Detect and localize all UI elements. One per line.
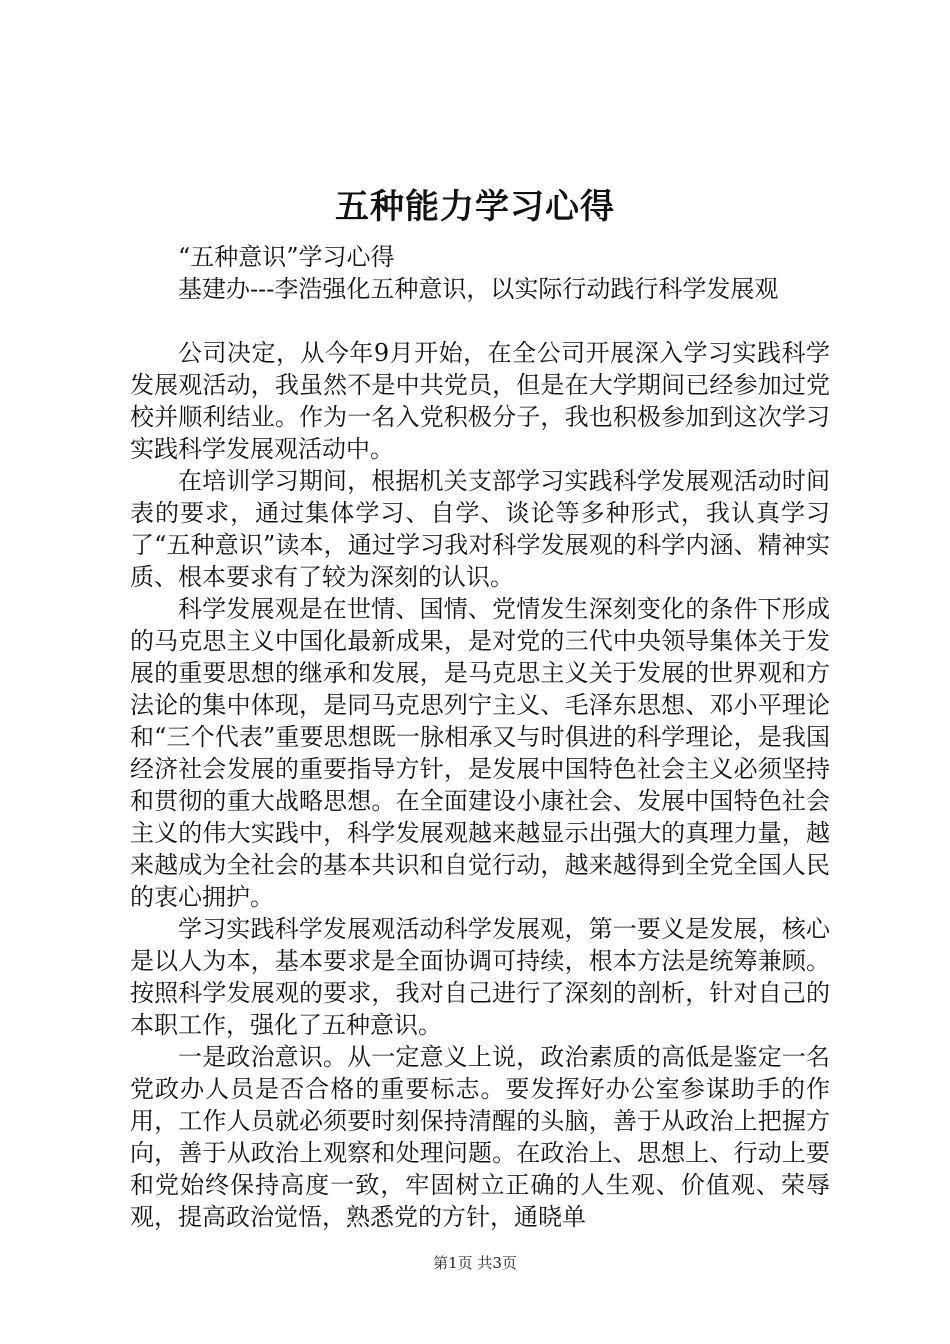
page-number-footer: 第1页 共3页	[433, 1254, 517, 1272]
body-paragraph: 一是政治意识。从一定意义上说，政治素质的高低是鉴定一名党政办人员是否合格的重要标志。要发挥好办公室参谋助手的作用，工作人员就必须要时刻保持清醒的头脑，善于从政治上把握方向，善于从政治上观察和处理问题。在政治上、思想上、行动上要和党始终保持高度一致，牢固树立正确的人生观、价值观、荣辱观，提高政治觉悟，熟悉党的方针，通晓单	[130, 1043, 830, 1231]
document-body	[130, 241, 830, 1233]
body-paragraph: 学习实践科学发展观活动科学发展观，第一要义是发展，核心是以人为本，基本要求是全面协调可持续，根本方法是统筹兼顾。按照科学发展观的要求，我对自己进行了深刻的剖析，针对自己的本职工作，强化了五种意识。	[130, 915, 830, 1039]
paragraph-gap	[130, 305, 830, 337]
subtitle-paragraph: “五种意识”学习心得	[178, 243, 395, 271]
body-paragraph: 在培训学习期间，根据机关支部学习实践科学发展观活动时间表的要求，通过集体学习、自学、谈论等多种形式，我认真学习了“五种意识”读本，通过学习我对科学发展观的科学内涵、精神实质、根本要求有了较为深刻的认识。	[130, 467, 830, 591]
body-paragraph: 科学发展观是在世情、国情、党情发生深刻变化的条件下形成的马克思主义中国化最新成果，是对党的三代中央领导集体关于发展的重要思想的继承和发展，是马克思主义关于发展的世界观和方法论的集中体现，是同马克思列宁主义、毛泽东思想、邓小平理论和“三个代表”重要思想既一脉相承又与时俱进的科学理论，是我国经济社会发展的重要指导方针，是发展中国特色社会主义必须坚持和贯彻的重大战略思想。在全面建设小康社会、发展中国特色社会主义的伟大实践中，科学发展观越来越显示出强大的真理力量，越来越成为全社会的基本共识和自觉行动，越来越得到全党全国人民的衷心拥护。	[130, 595, 830, 911]
author-line-paragraph: 基建办---李浩强化五种意识，以实际行动践行科学发展观	[178, 275, 779, 303]
body-paragraph: 公司决定，从今年9月开始，在全公司开展深入学习实践科学发展观活动，我虽然不是中共党员，但是在大学期间已经参加过党校并顺利结业。作为一名入党积极分子，我也积极参加到这次学习实践科学发展观活动中。	[130, 339, 830, 463]
document-title: 五种能力学习心得	[335, 187, 615, 227]
